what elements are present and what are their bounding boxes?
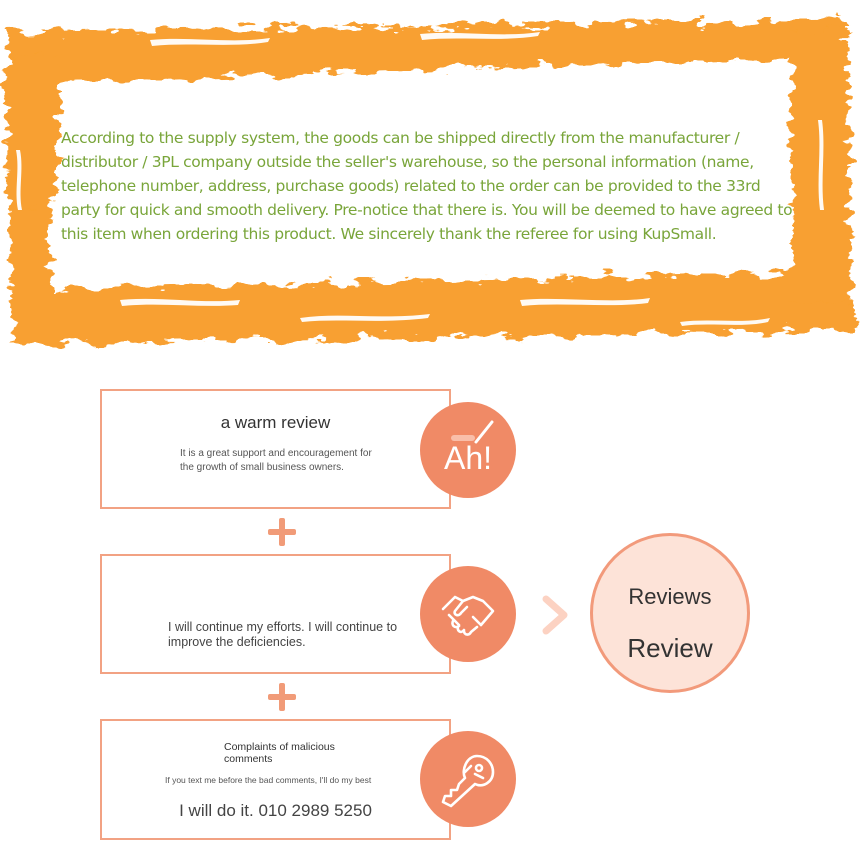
result-line-2: Review xyxy=(627,633,713,663)
step-title: Complaints of malicious comments xyxy=(224,741,335,765)
step-description: I will continue my efforts. I will continue to improve the deficiencies. xyxy=(168,620,398,649)
badge-text: Ah! xyxy=(443,439,493,476)
step-description: It is a great support and encouragement for the growth of small business owners. xyxy=(180,448,372,473)
result-line-1: Reviews xyxy=(628,584,712,609)
step-card-effort xyxy=(100,554,451,674)
chevron-right-icon xyxy=(540,595,572,635)
handshake-icon xyxy=(433,579,503,649)
reviews-result-circle xyxy=(590,533,750,693)
pen-icon xyxy=(420,402,516,498)
step-badge-handshake xyxy=(420,566,516,662)
notice-text: According to the supply system, the goods can be shipped directly from the manufacturer / distributor / 3PL company outside the seller's warehouse, so the personal information (name, telephone number, address, purchase goods) related to the order can be provided to the 33rd party for quick and smooth delivery. Pre-notice that there is. You will be deemed to have agreed to this item when ordering this product. We sincerely thank the referee for using KupSmall. xyxy=(61,129,793,243)
step-badge-ah xyxy=(420,402,516,498)
step-title: a warm review xyxy=(220,413,331,432)
plus-icon xyxy=(266,681,298,713)
step-description: If you text me before the bad comments, I'll do my best xyxy=(165,775,372,785)
step-badge-key xyxy=(420,731,516,827)
plus-icon xyxy=(266,516,298,548)
contact-phone: I will do it. 010 2989 5250 xyxy=(179,801,372,820)
key-icon xyxy=(433,744,503,814)
step-card-warm-review xyxy=(100,389,451,509)
step-card-complaints xyxy=(100,719,451,840)
